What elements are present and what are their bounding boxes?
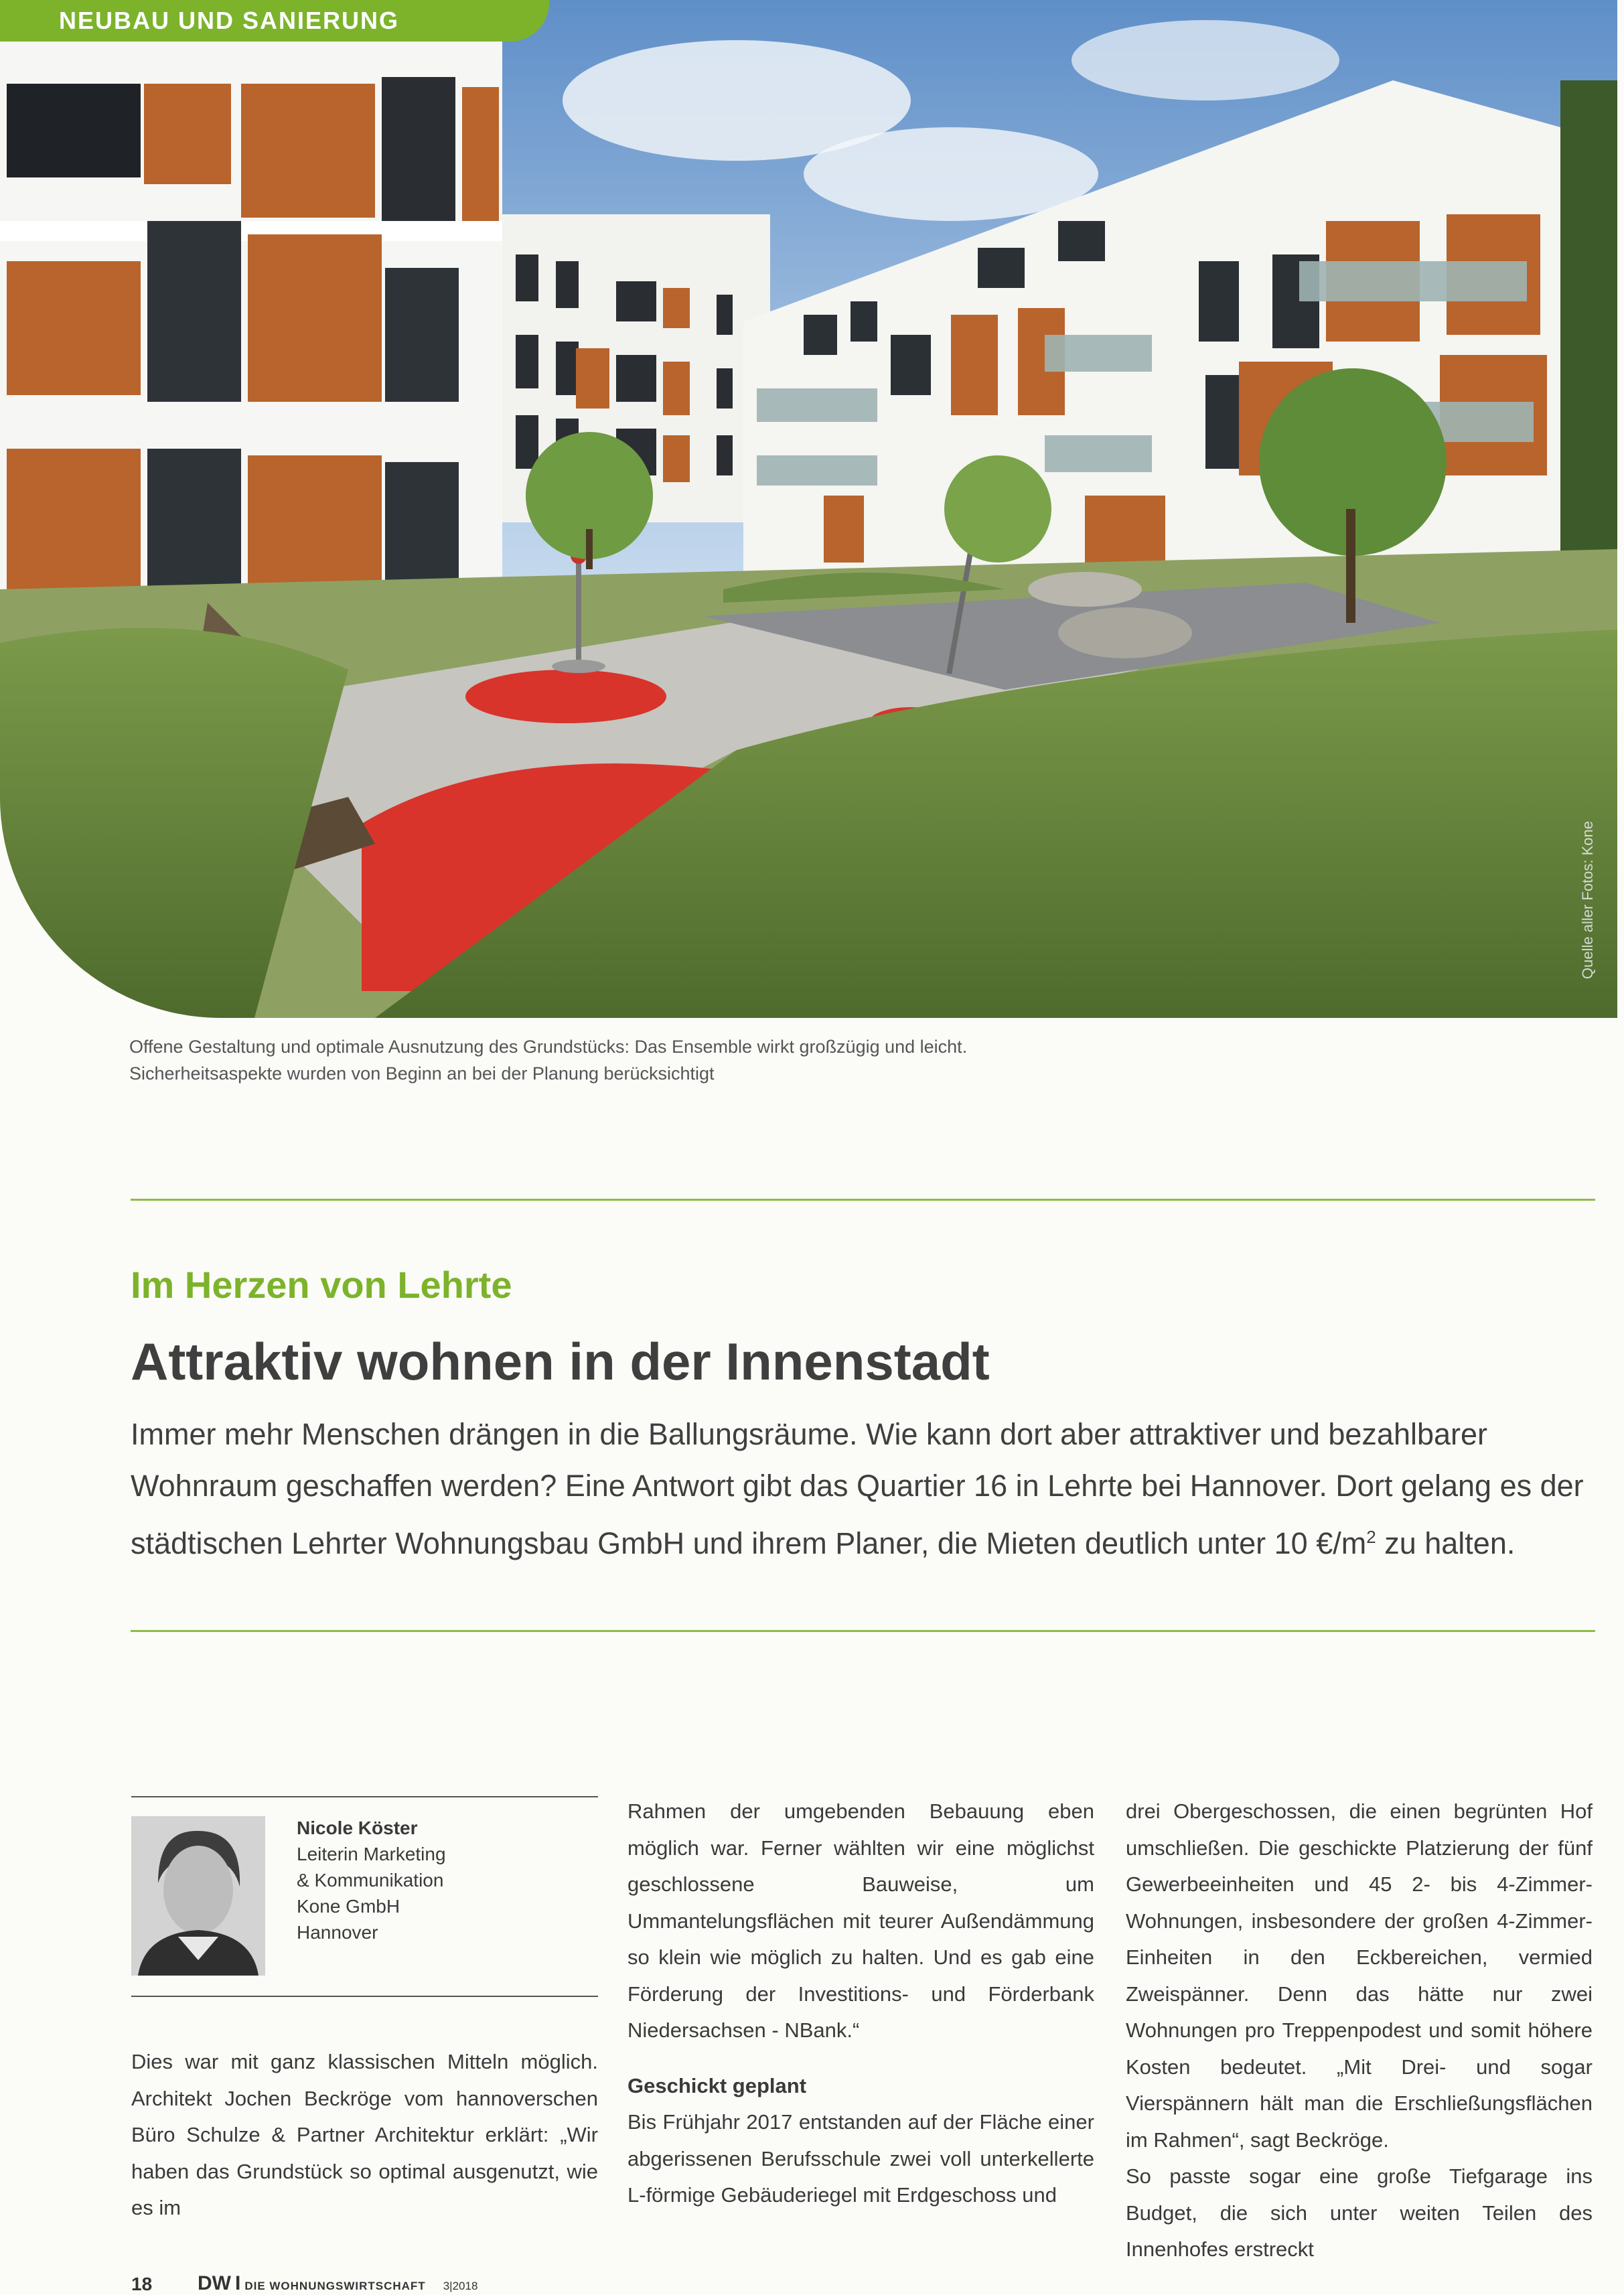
article-headline: Attraktiv wohnen in der Innenstadt <box>131 1332 990 1391</box>
section-subhead: Geschickt geplant <box>628 2073 807 2097</box>
body-column-3 <box>1126 1793 1593 2268</box>
author-city: Hannover <box>297 1922 378 1943</box>
author-portrait-icon <box>131 1816 265 1976</box>
article-lede <box>131 1408 1594 1569</box>
publication-footer <box>198 2272 477 2295</box>
author-role: & Kommunikation <box>297 1870 444 1891</box>
page-number: 18 <box>131 2274 153 2294</box>
author-company: Kone GmbH <box>297 1896 400 1917</box>
divider-bottom <box>131 1630 1595 1632</box>
author-info <box>297 1815 446 1945</box>
paragraph: Bis Frühjahr 2017 entstanden auf der Fläche einer abgerissenen Berufsschule zwei voll unterkellerte L-förmige Gebäuderiegel mit Erdgeschoss und <box>628 2110 1094 2207</box>
paragraph: drei Obergeschossen, die einen begrünten Hof umschließen. Die geschickte Platzierung der fünf Gewerbeeinheiten und 45 2- bis 4-Zimmer-Wohnungen, insbesondere der großen 4-Zimmer-Einheiten in den Eckbereichen, vermied Zweispänner. Denn das hätte nur zwei Wohnungen pro Treppenpodest und somit höhere Kosten bedeutet. „Mit Drei- und sogar Vierspännern hält man die Erschließungsflächen im Rahmen“, sagt Beckröge. <box>1126 1799 1593 2152</box>
author-portrait <box>131 1816 265 1976</box>
caption-line: Sicherheitsaspekte wurden von Beginn an bei der Planung berücksichtigt <box>129 1063 715 1084</box>
author-name: Nicole Köster <box>297 1818 418 1838</box>
divider-top <box>131 1199 1595 1201</box>
paragraph: Rahmen der umgebenden Bebauung eben möglich war. Ferner wählten wir eine möglichst geschlossene Bauweise, um Ummantelungsflächen mit teurer Außendämmung so klein wie möglich zu halten. Und es gab eine Förderung der Investitions- und Förderbank Niedersachsen - NBank.“ <box>628 1799 1094 2042</box>
photo-caption <box>129 1033 1402 1087</box>
courtyard-illustration <box>0 0 1617 1018</box>
photo-credit: Quelle aller Fotos: Kone <box>1579 820 1596 979</box>
publication-name: DIE WOHNUNGSWIRTSCHAFT <box>244 2280 426 2292</box>
author-box-rule-bottom <box>131 1996 598 1997</box>
publication-brand: DW <box>198 2272 231 2294</box>
article-kicker: Im Herzen von Lehrte <box>131 1264 512 1306</box>
caption-line: Offene Gestaltung und optimale Ausnutzung des Grundstücks: Das Ensemble wirkt großzügig und leicht. <box>129 1037 968 1057</box>
body-column-1 <box>131 2044 598 2227</box>
lede-superscript: 2 <box>1366 1527 1376 1547</box>
paragraph: So passte sogar eine große Tiefgarage ins Budget, die sich unter weiten Teilen des Innenhofes erstreckt <box>1126 2164 1593 2261</box>
body-column-2 <box>628 1793 1094 2214</box>
hero-photo <box>0 0 1617 1018</box>
author-role: Leiterin Marketing <box>297 1844 446 1864</box>
author-box-rule-top <box>131 1796 598 1797</box>
lede-end: zu halten. <box>1376 1526 1516 1560</box>
issue-number: 3|2018 <box>443 2280 478 2292</box>
publication-separator: I <box>234 2272 241 2294</box>
lede-text: Immer mehr Menschen drängen in die Ballungsräume. Wie kann dort aber attraktiver und bezahlbarer Wohnraum geschaffen werden? Eine Antwort gibt das Quartier 16 in Lehrte bei Hannover. Dort gelang es der städtischen Lehrter Wohnungsbau GmbH und ihrem Planer, die Mieten deutlich unter 10 €/m <box>131 1417 1584 1560</box>
section-tag: NEUBAU UND SANIERUNG <box>0 0 549 42</box>
paragraph: Dies war mit ganz klassischen Mitteln möglich. Architekt Jochen Beckröge vom hannoverschen Büro Schulze & Partner Architektur erklärt: „Wir haben das Grundstück so optimal ausgenutzt, wie es im <box>131 2050 598 2219</box>
